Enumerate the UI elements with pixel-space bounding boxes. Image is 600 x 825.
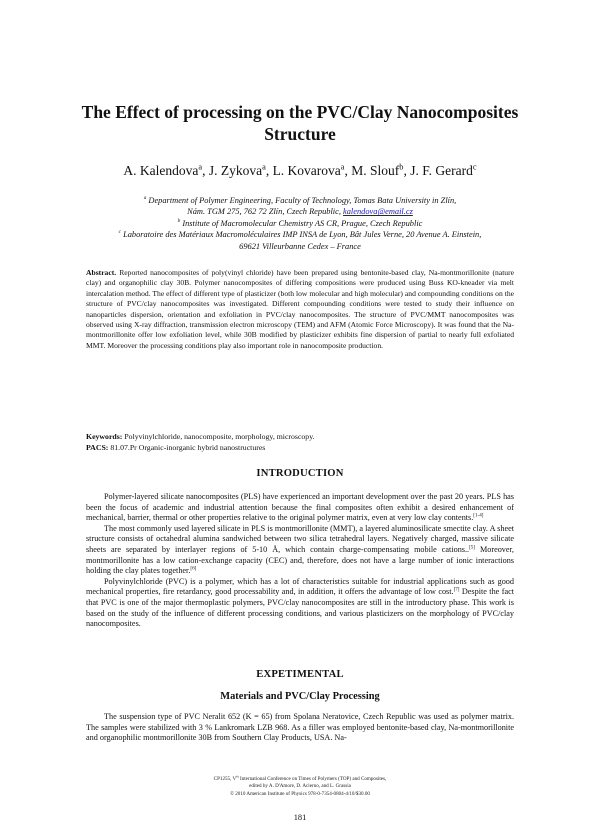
page-number: 181 <box>293 813 307 822</box>
publication-footer: CP1255, Vth International Conference on Times of Polymers (TOP) and Composites, edited by A. D'Amore, D. Acierno, and L. Grassia © 2010 American Institute of Physics 978-0-7354-0804-4/10/$30.00 <box>213 774 387 797</box>
author-email-link[interactable]: kalendova@email.cz <box>343 207 413 217</box>
paragraph: The suspension type of PVC Neralit 652 (K = 65) from Spolana Neratovice, Czech Republic was used as polymer matrix. The samples were stabilized with 3 % Lankromark LZB 968. As a filler was employed bentonite-based clay, Na-montmorillonite and organophilic montmorillonite 30B from Southern Clay Products, USA. Na- <box>86 712 514 743</box>
title-line-2: Structure <box>264 124 336 144</box>
abstract-text: Reported nanocomposites of poly(vinyl chloride) have been prepared using bentonite-based clay, Na-montmorillonite (nature clay) and organophilic clay 30B. Polymer nanocomposites of differing compositions were produced using Buss KO-kneader via melt intercalation method. The effect of different type of plasticizer (both low molecular and high molecular) and compounding conditions on the structure of PVC/clay nanocomposites was investigated. Different compounding conditions were tested to study their influence on nanoparticles dispersion, orientation and exfoliation in PVC/clay nanocomposites. The structure of PVC/MMT nanocomposites was observed using X-ray diffraction, transmission electron microscopy (TEM) and AFM (Atomic Force Microscopy). It was found that the Na-montmorillonite offer low exfoliation level, while 30B modified by plasticizer exhibits fine dispersion of partial to nearly full exfoliated MMT. Moreover the processing conditions play also important role in nanocomposite production. <box>86 268 514 350</box>
keywords-block <box>86 432 514 453</box>
title-line-1: The Effect of processing on the PVC/Clay Nanocomposites <box>81 102 519 122</box>
affiliations: $^a$ Department of Polymer Engineering, Faculty of Technology, Tomas Bata University in Zlín, Nám. TGM 275, 762 72 Zlín, Czech Republic, kalendova@email.cz $^b$ Institute of Macromolecular Chemistry AS CR, Prague, Czech Republic $^c$ Laboratoire des Matériaux Macromoléculaires IMP INSA de Lyon, Bât Jules Verne, 20 Avenue A. Einstein, 69621 Villeurbanne Cedex – France <box>95 195 505 252</box>
experimental-body <box>86 712 514 744</box>
author: M. Slouf$^b$ <box>351 162 404 178</box>
paper-title <box>60 101 540 145</box>
affiliation-c: $^c$ Laboratoire des Matériaux Macromoléculaires IMP INSA de Lyon, Bât Jules Verne, 20 Avenue A. Einstein, <box>118 229 482 240</box>
abstract-label: Abstract. <box>86 268 117 277</box>
keywords-text: Polyvinylchloride, nanocomposite, morphology, microscopy. <box>124 432 315 441</box>
subsection-heading-materials: Materials and PVC/Clay Processing <box>220 691 380 702</box>
paragraph: Polyvinylchloride (PVC) is a polymer, which has a lot of characteristics suitable for industrial applications such as good mechanical properties, fire retardancy, good processability and, in addition, it offers the advantage of low cost.[7] Despite the fact that PVC is one of the major thermoplastic polymers, PVC/clay nanocomposites are still in the introductory phase. This work is based on the study of the influence of different processing conditions, and various plasticizers on the morphology of PVC/clay nanocomposites. <box>86 576 514 629</box>
author: J. Zykova$^a$ <box>208 162 266 178</box>
paragraph: Polymer-layered silicate nanocomposites (PLS) have experienced an important development over the past 20 years. PLS has been the focus of academic and industrial attention because the final composites often exhibit a desired enhancement of mechanical, barrier, thermal or other properties relative to the original polymer matrix, even at very low clay contents.[1-4] <box>86 492 514 523</box>
paragraph: The most commonly used layered silicate in PLS is montmorillonite (MMT), a layered aluminosilicate smectite clay. A sheet structure consists of octahedral alumina sandwiched between two silica tetrahedral layers. Negatively charged, massive silicate sheets are separated by interlayer regions of 5-10 Å, which contain charge-compensating mobile cations..[5] Moreover, montmorillonite has a low cation-exchange capacity (CEC) and, therefore, does not have a large number of ionic interactions holding the clay plates together.[6] <box>86 523 514 576</box>
affiliation-a: $^a$ Department of Polymer Engineering, Faculty of Technology, Tomas Bata University in Zlín, <box>143 195 457 205</box>
author: J. F. Gerard$^c$ <box>410 162 477 178</box>
section-heading-experimental: EXPETIMENTAL <box>256 669 344 680</box>
pacs-text: 81.07.Pr Organic-inorganic hybrid nanostructures <box>110 442 266 452</box>
author: A. Kalendova$^a$ <box>123 162 203 178</box>
author-list: A. Kalendova$^a$, J. Zykova$^a$, L. Kovarova$^a$, M. Slouf$^b$, J. F. Gerard$^c$ <box>123 162 477 178</box>
pacs-label: PACS: <box>86 442 109 452</box>
author: L. Kovarova$^a$ <box>272 162 345 178</box>
affiliation-b: $^b$ Institute of Macromolecular Chemistry AS CR, Prague, Czech Republic <box>177 218 423 228</box>
keywords-label: Keywords: <box>86 432 123 441</box>
introduction-body <box>86 492 514 630</box>
abstract <box>86 268 514 351</box>
section-heading-introduction: INTRODUCTION <box>256 468 344 479</box>
